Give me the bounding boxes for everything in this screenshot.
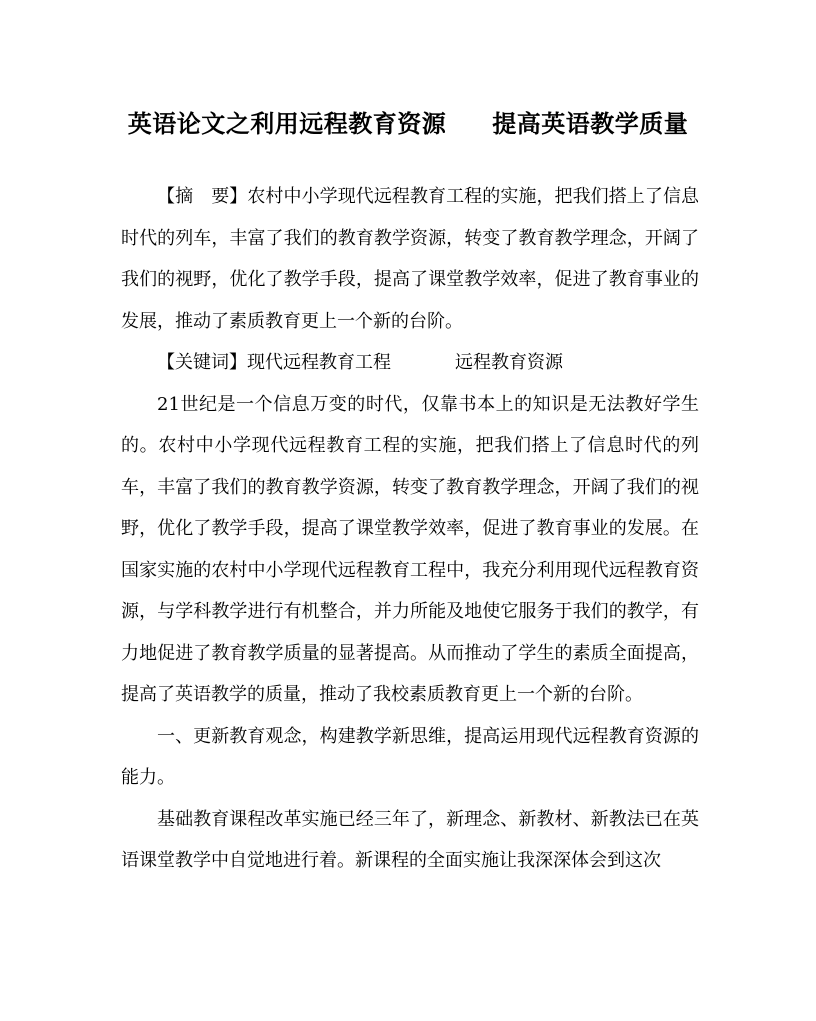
- abstract-text: 农村中小学现代远程教育工程的实施，把我们搭上了信息时代的列车，丰富了我们的教育教学资源，转变了教育教学理念，开阔了我们的视野，优化了教学手段，提高了课堂教学效率，促进了教育事业的发展，推动了素质教育更上一个新的台阶。: [121, 186, 700, 332]
- abstract-label: 【摘 要】: [157, 186, 248, 207]
- page-title: [0, 104, 816, 139]
- keywords-paragraph: [121, 342, 699, 384]
- title-part-2: 提高英语教学质量: [492, 109, 689, 138]
- title-part-1: 英语论文之利用远程教育资源: [127, 109, 447, 138]
- body-paragraph-1: 21世纪是一个信息万变的时代，仅靠书本上的知识是无法教好学生的。农村中小学现代远程教育工程的实施，把我们搭上了信息时代的列车，丰富了我们的教育教学资源，转变了教育教学理念，开阔了我们的视野，优化了教学手段，提高了课堂教学效率，促进了教育事业的发展。在国家实施的农村中小学现代远程教育工程中，我充分利用现代远程教育资源，与学科教学进行有机整合，并力所能及地使它服务于我们的教学，有力地促进了教育教学质量的显著提高。从而推动了学生的素质全面提高，提高了英语教学的质量，推动了我校素质教育更上一个新的台阶。: [121, 393, 699, 705]
- abstract-paragraph: [121, 176, 699, 342]
- document-body: [121, 176, 699, 882]
- section-heading-1: 一、更新教育观念，构建教学新思维，提高运用现代远程教育资源的能力。: [121, 725, 699, 788]
- keywords-label: 【关键词】: [157, 352, 247, 373]
- keyword-1: 现代远程教育工程: [247, 352, 391, 373]
- body-paragraph-2: 基础教育课程改革实施已经三年了，新理念、新教材、新教法已在英语课堂教学中自觉地进行着。新课程的全面实施让我深深体会到这次: [121, 808, 699, 871]
- keyword-2: 远程教育资源: [455, 352, 563, 373]
